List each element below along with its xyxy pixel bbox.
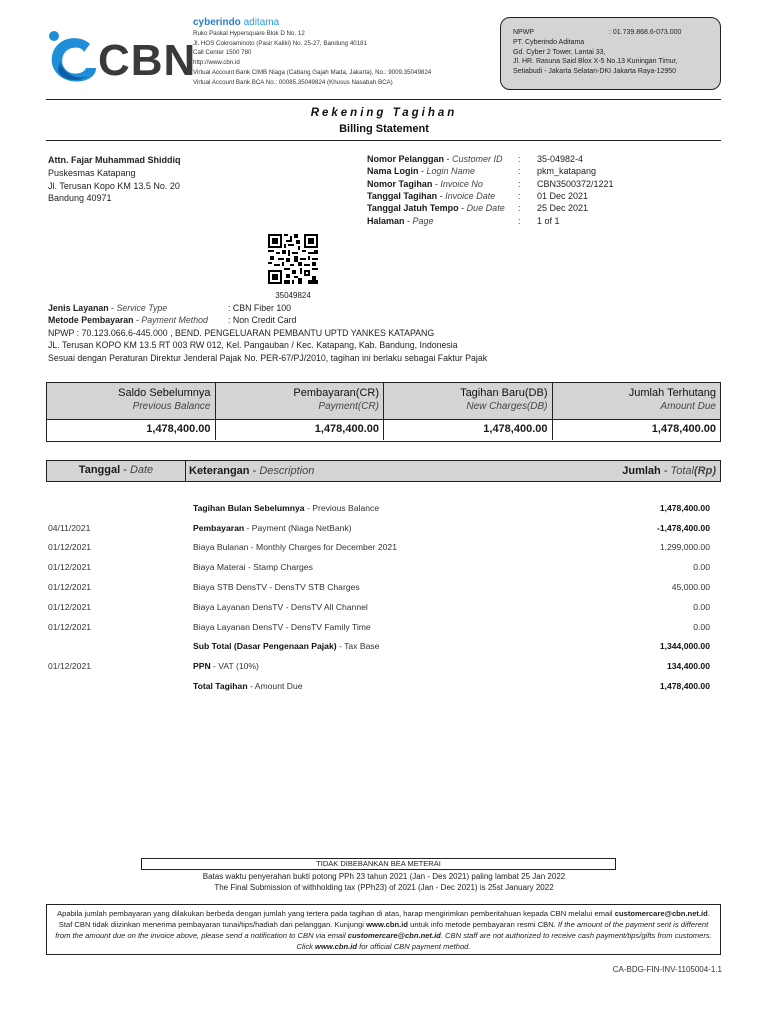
service-line: Sesuai dengan Peraturan Direktur Jenderal Pajak No. PER-67/PJ/2010, tagihan ini berlaku sebagai Faktur Pajak	[48, 352, 488, 363]
detail-header	[46, 460, 721, 482]
summary-header-cell: Pembayaran(CR) Payment(CR)	[216, 383, 385, 419]
company-line: Virtual Account Bank CIMB Niaga (Cabang Gajah Mada, Jakarta), No.: 9009.35049824	[193, 68, 432, 76]
table-row: Tagihan Bulan Sebelumnya - Previous Balance 1,478,400.00	[193, 502, 710, 513]
summary-header-cell: Saldo Sebelumnya Previous Balance	[47, 383, 216, 419]
company-info	[193, 17, 493, 87]
info-row: Halaman - Page : 1 of 1	[367, 215, 560, 226]
summary-header-cell: Tagihan Baru(DB) New Charges(DB)	[384, 383, 553, 419]
table-row: Total Tagihan - Amount Due 1,478,400.00	[193, 681, 710, 692]
company-line: Jl. HOS Cokroaminoto (Pasir Kaliki) No. 25-27, Bandung 40181	[193, 39, 368, 47]
summary-header-cell: Jumlah Terhutang Amount Due	[628, 387, 716, 412]
info-row: Tanggal Jatuh Tempo - Due Date : 25 Dec 2021	[367, 203, 589, 214]
cbn-website-link[interactable]: www.cbn.id	[366, 920, 409, 929]
document-subtitle: Billing Statement	[339, 123, 429, 135]
company-line: Virtual Account Bank BCA No.: 00085.35049824 (Khusus Nasabah BCA)	[193, 78, 393, 86]
header-divider	[46, 99, 721, 100]
npwp-line: Setiabudi - Jakarta Selatan-DKI Jakarta Raya-12950	[513, 68, 677, 76]
summary-value: 1,478,400.00	[216, 420, 385, 440]
addressee	[48, 154, 328, 205]
customercare-email-link-en[interactable]: customercare@cbn.net.id	[347, 931, 441, 940]
qr-number: 35049824	[275, 291, 311, 300]
table-row: 01/12/2021 PPN - VAT (10%) 134,400.00	[48, 661, 710, 672]
company-line: Call Center 1500 780	[193, 49, 252, 57]
service-type-row: Jenis Layanan - Service Type : CBN Fiber 100	[48, 303, 292, 313]
table-row: 01/12/2021 Biaya STB DensTV - DensTV STB Charges 45,000.00	[48, 582, 710, 593]
company-line: Ruko Paskal Hypersquare Blok D No. 12	[193, 30, 305, 37]
qr-code	[268, 234, 318, 284]
title-divider	[46, 140, 721, 141]
npwp-line: PT. Cyberindo Aditama	[513, 38, 585, 46]
table-row: 01/12/2021 Biaya Layanan DensTV - DensTV All Channel 0.00	[48, 601, 710, 612]
summary-table	[46, 382, 721, 442]
detail-items	[48, 498, 710, 696]
info-row: Nomor Tagihan - Invoice No : CBN3500372/1221	[367, 178, 614, 189]
detail-header-amount: Jumlah - Total(Rp)	[622, 465, 716, 477]
summary-value: 1,478,400.00	[651, 423, 716, 435]
document-title: Rekening Tagihan	[310, 107, 458, 119]
detail-header-date: Tanggal - Date	[47, 461, 186, 481]
addressee-name: Attn. Fajar Muhammad Shiddiq	[48, 155, 181, 165]
npwp-row: NPWP : 01.739.868.6-073.000	[513, 29, 682, 36]
info-row: Nomor Pelanggan - Customer ID : 35-04982-4	[367, 154, 584, 165]
npwp-line: Gd. Cyber 2 Tower, Lantai 33,	[513, 48, 606, 56]
info-row: Nama Login - Login Name : pkm_katapang	[367, 166, 597, 177]
addressee-line: Jl. Terusan Kopo KM 13.5 No. 20	[48, 180, 180, 191]
company-name: cyberindo aditama	[193, 17, 280, 28]
table-row: Sub Total (Dasar Pengenaan Pajak) - Tax Base 1,344,000.00	[193, 641, 710, 652]
cbn-website-link-en[interactable]: www.cbn.id	[315, 942, 357, 951]
service-info	[48, 302, 487, 364]
table-row: 01/12/2021 Biaya Bulanan - Monthly Charges for December 2021 1,299,000.00	[48, 542, 710, 553]
cbn-wordmark: CBN	[98, 36, 197, 85]
npwp-line: Jl. HR. Rasuna Said Blox X-5 No.13 Kuningan Timur,	[513, 58, 678, 66]
invoice-info	[367, 153, 614, 227]
info-row: Tanggal Tagihan - Invoice Date : 01 Dec 2021	[367, 191, 589, 202]
summary-header-row	[47, 383, 720, 420]
table-row: 01/12/2021 Biaya Materai - Stamp Charges 0.00	[48, 562, 710, 573]
addressee-line: Bandung 40971	[48, 193, 112, 204]
table-row: 04/11/2021 Pembayaran - Payment (Niaga NetBank) -1,478,400.00	[48, 522, 710, 533]
addressee-line: Puskesmas Katapang	[48, 167, 136, 178]
detail-header-description: Keterangan - Description	[189, 465, 315, 477]
summary-value: 1,478,400.00	[47, 420, 216, 440]
summary-value-row	[47, 420, 720, 440]
service-line: JL. Terusan KOPO KM 13.5 RT 003 RW 012, Kel. Pangauban / Kec. Katapang, Kab. Bandung, Indonesia	[48, 340, 458, 351]
summary-value: 1,478,400.00	[384, 420, 553, 440]
deadline-note-en: The Final Submission of withholding tax (PPh23) of 2021 (Jan - Dec 2021) is 25st January 2022	[214, 883, 554, 892]
company-line[interactable]: http://www.cbn.id	[193, 59, 240, 67]
document-code: CA-BDG-FIN-INV-1105004-1.1	[612, 965, 722, 974]
npwp-box	[500, 17, 721, 90]
customercare-email-link[interactable]: customercare@cbn.net.id	[614, 909, 708, 918]
table-row: 01/12/2021 Biaya Layanan DensTV - DensTV Family Time 0.00	[48, 621, 710, 632]
payment-method-row: Metode Pembayaran - Payment Method : Non Credit Card	[48, 315, 297, 326]
deadline-note-id: Batas waktu penyerahan bukti potong PPh 23 tahun 2021 (Jan - Des 2021) paling lambat 25 Jan 2022	[202, 872, 566, 881]
stamp-duty-note: TIDAK DIBEBANKAN BEA METERAI	[141, 858, 616, 870]
payment-notice: Apabila jumlah pembayaran yang dilakukan berbeda dengan jumlah yang tertera pada tagihan di atas, harap mengirimkan pemberitahuan kepada CBN melalui email customercare@cbn.net.id. Staf CBN tidak diizinkan menerima pembayaran tunai/tips/hadiah dari pelanggan. Kunjungi www.cbn.id untuk info metode pembayaran resmi CBN. If the amount of the payment sent is different from the amount due on the invoice above, please send a notification to CBN via email customercare@cbn.net.id. CBN staff are not authorized to receive cash payment/tips/gifts from customers. Click www.cbn.id for official CBN payment method.	[46, 904, 721, 955]
service-line: NPWP : 70.123.066.6-445.000 , BEND. PENGELUARAN PEMBANTU UPTD YANKES KATAPANG	[48, 327, 435, 338]
